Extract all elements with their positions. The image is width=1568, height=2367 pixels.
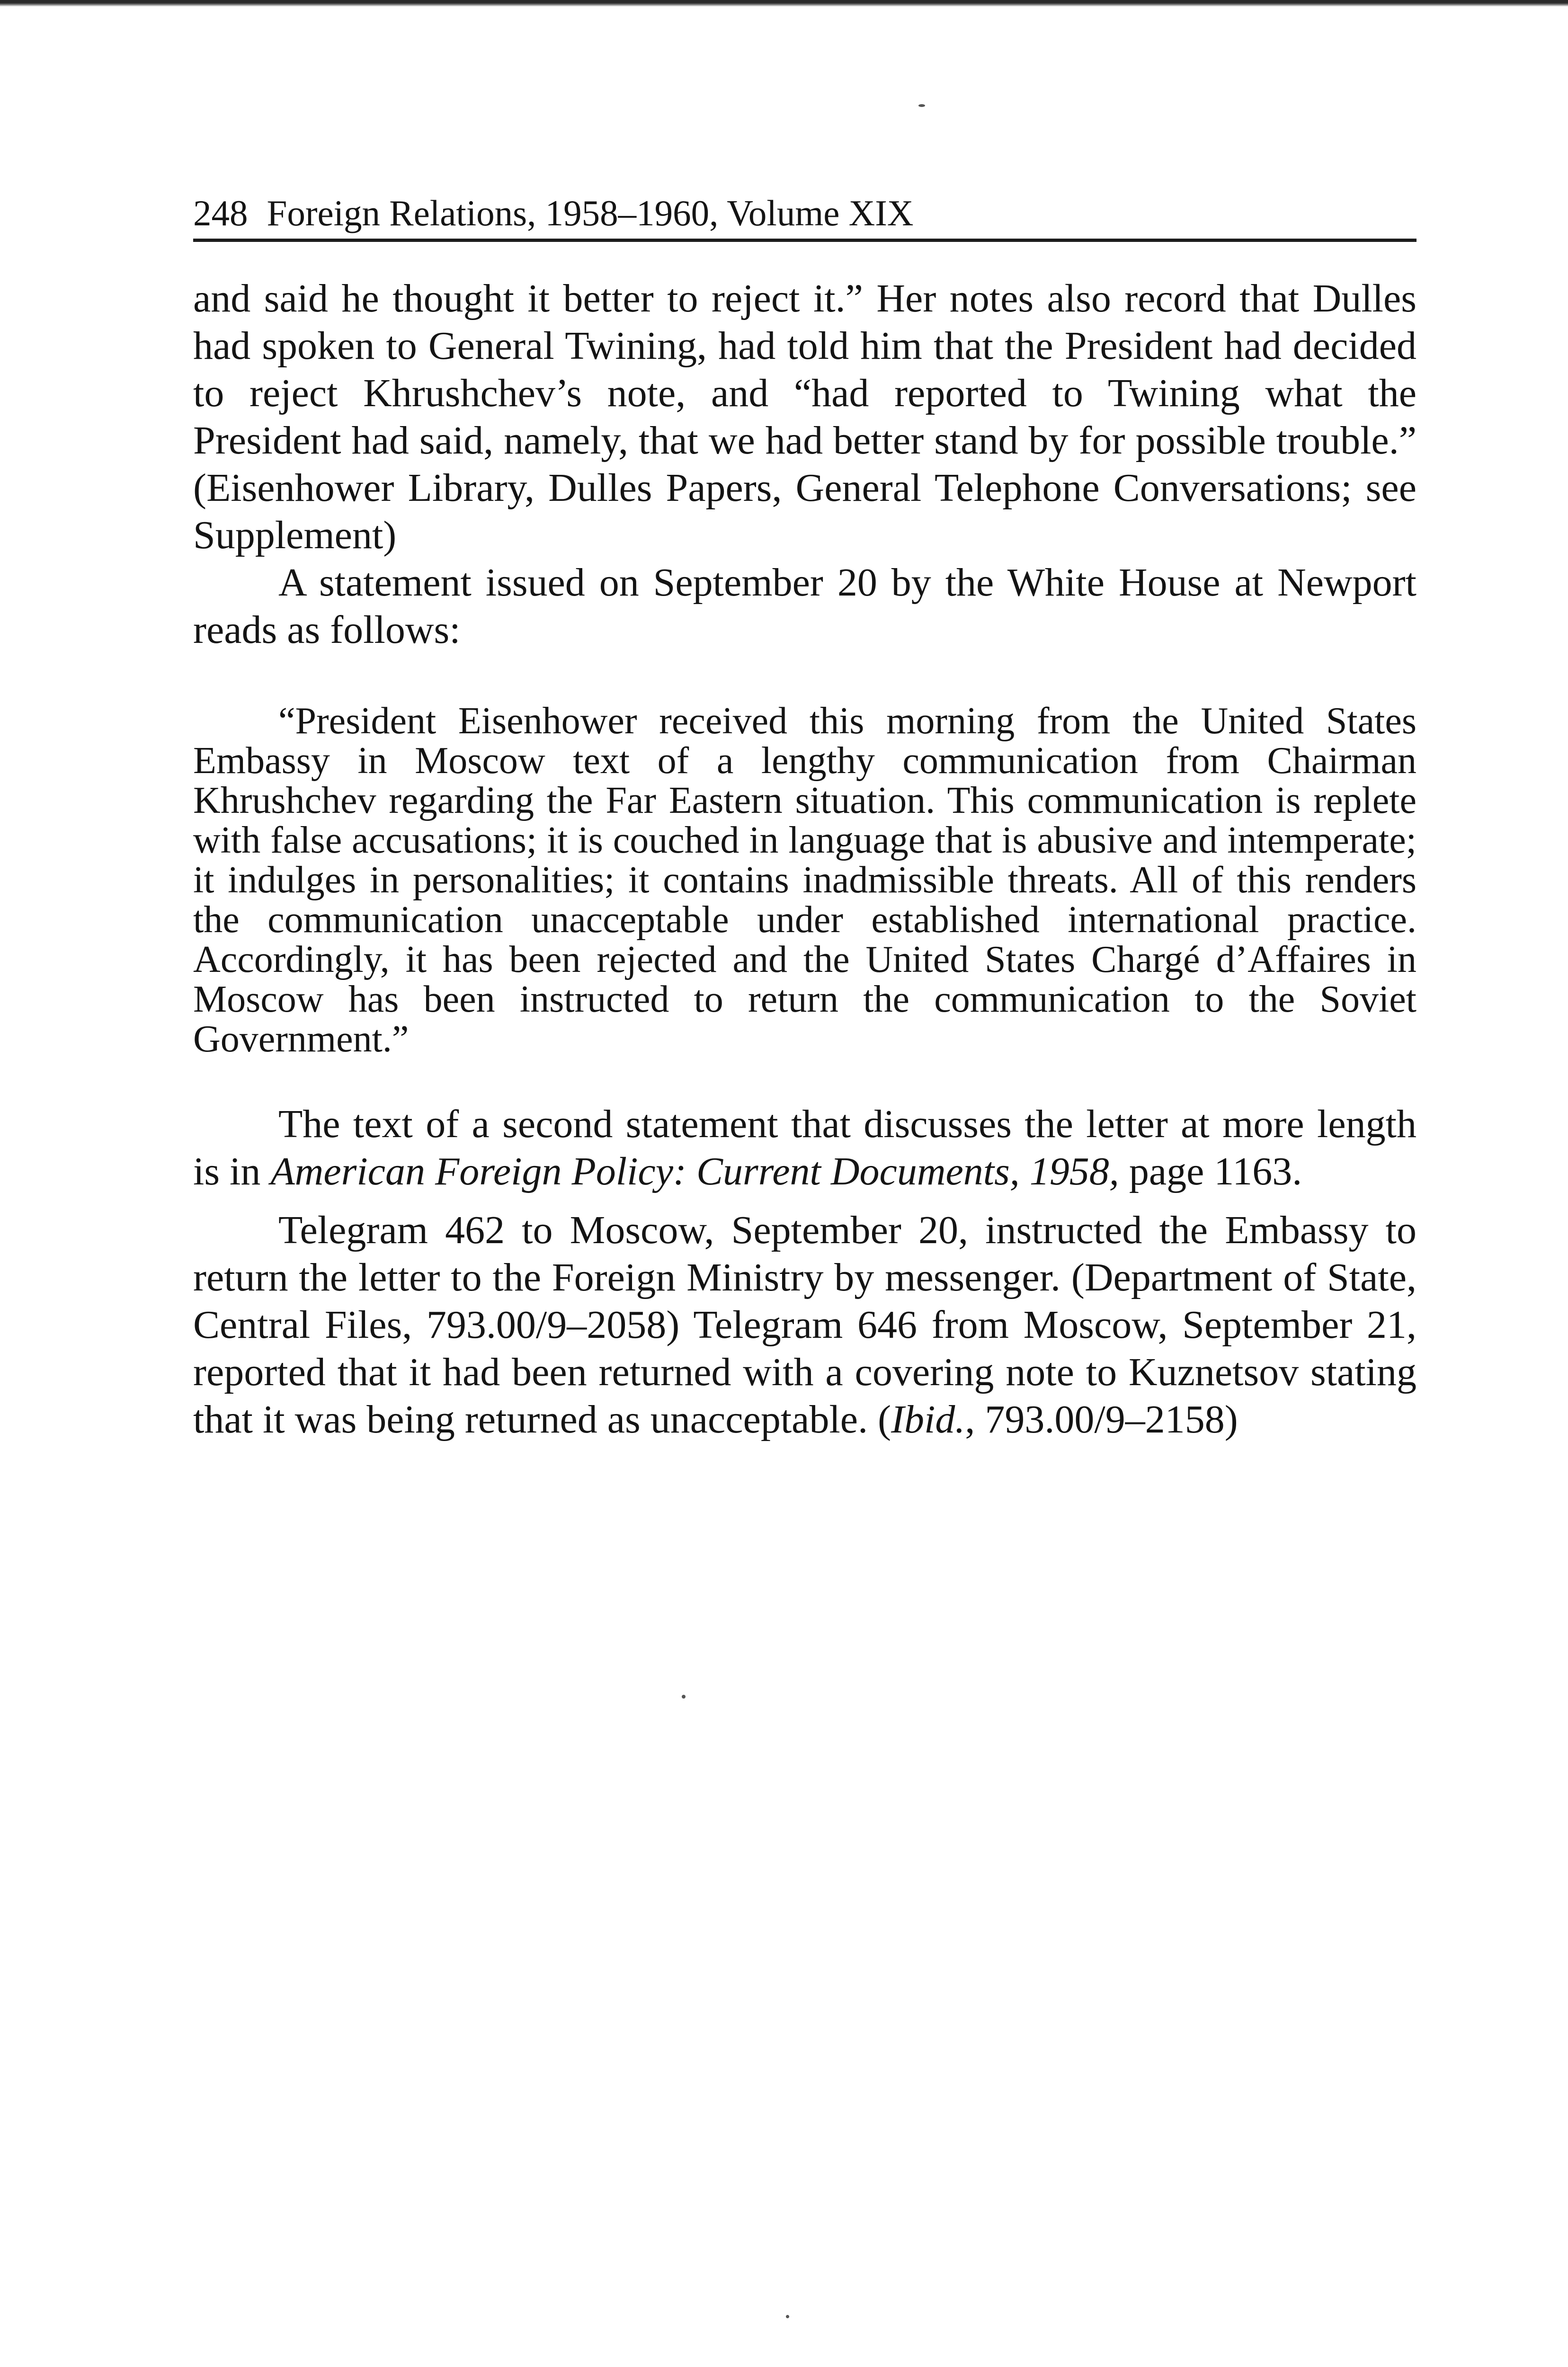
telegram-file-number: , 793.00/9–2158) <box>965 1397 1238 1442</box>
source-title: American Foreign Policy: Current Documents, 1958, <box>270 1149 1119 1193</box>
telegram-text: Telegram 462 to Moscow, September 20, instructed the Embassy to return the letter to the Foreign Ministry by messenger. (Department of State, Central Files, 793.00/9–2058) Telegram 646 from Moscow, September 21, reported that it had been returned with a covering note to Kuznetsov stating that it was being returned as unacceptable. ( <box>193 1208 1417 1442</box>
paragraph-dulles-notes: and said he thought it better to reject it.” Her notes also record that Dulles had spoken to General Twining, had told him that the President had decided to reject Khrushchev’s note, and “had reported to Twining what the President had said, namely, that we had better stand by for possible trouble.” (Eisenhower Library, Dulles Papers, General Telephone Conversations; see Supplement) <box>193 276 1417 557</box>
scan-edge <box>0 0 1568 7</box>
statement-quote: “President Eisenhower received this morning from the United States Embassy in Moscow text of a lengthy communication from Chairman Khrushchev regarding the Far Eastern situation. This communication is replete with false accusations; it is couched in language that is abusive and intemperate; it indulges in personalities; it contains inadmissible threats. All of this renders the communication unacceptable under established international practice. Accordingly, it has been rejected and the United States Chargé d’Affaires in Moscow has been instructed to return the communication to the Soviet Government.” <box>193 700 1417 1060</box>
second-statement-text: The text of a second statement that discusses the letter at more length is in <box>193 1102 1417 1193</box>
paragraph-white-house-statement: A statement issued on September 20 by the White House at Newport reads as follows: <box>193 561 1417 652</box>
body-text <box>193 275 1417 1443</box>
document-page <box>193 189 1417 1443</box>
page-number: 248 <box>193 193 248 233</box>
scan-speck <box>786 2315 789 2318</box>
second-statement-page: page 1163. <box>1119 1149 1302 1193</box>
scan-speck <box>918 104 925 107</box>
paragraph-telegram <box>193 1207 1417 1443</box>
volume-title: Foreign Relations, 1958–1960, Volume XIX <box>267 193 914 233</box>
scan-speck <box>682 1695 686 1699</box>
ibid-citation: Ibid. <box>891 1397 965 1442</box>
paragraph-second-statement <box>193 1101 1417 1195</box>
running-head <box>193 189 1417 242</box>
